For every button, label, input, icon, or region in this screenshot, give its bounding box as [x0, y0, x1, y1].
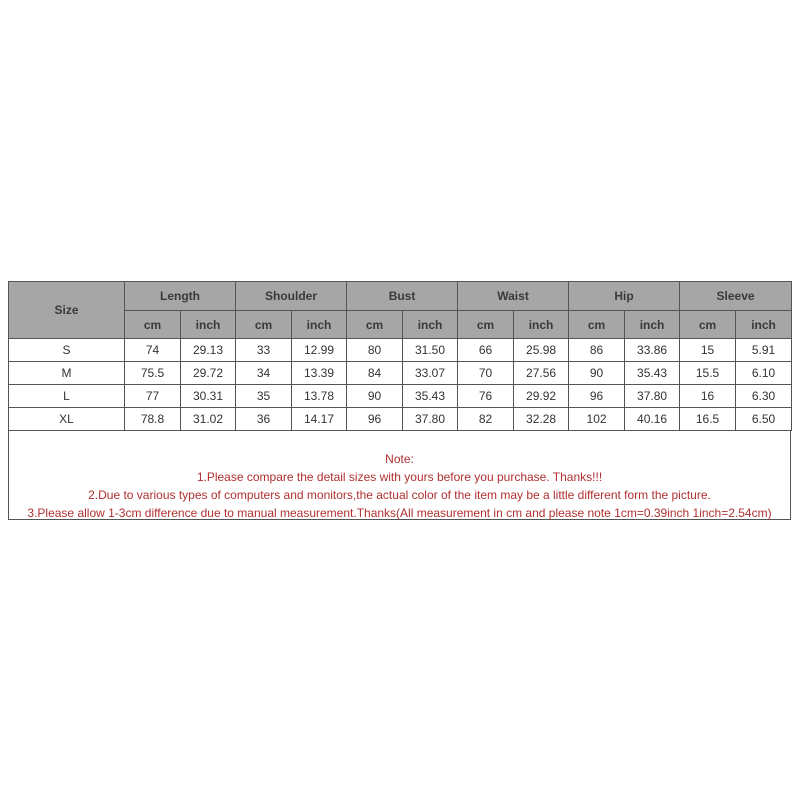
measurement-cell: 29.92: [514, 385, 569, 408]
unit-inch-header: inch: [736, 311, 792, 339]
measurement-cell: 29.72: [181, 362, 236, 385]
measurement-cell: 25.98: [514, 339, 569, 362]
shoulder-header: Shoulder: [236, 282, 347, 311]
measurement-cell: 37.80: [403, 408, 458, 431]
note-line-3: 3.Please allow 1-3cm difference due to manual measurement.Thanks(All measurement in cm and please note 1cm=0.39inch 1inch=2.54cm): [27, 506, 772, 520]
measurement-cell: 16: [680, 385, 736, 408]
measurement-cell: 96: [347, 408, 403, 431]
measurement-cell: 80: [347, 339, 403, 362]
measurement-cell: 76: [458, 385, 514, 408]
measurement-cell: 6.30: [736, 385, 792, 408]
sleeve-header: Sleeve: [680, 282, 792, 311]
measurement-cell: 40.16: [625, 408, 680, 431]
table-row: [9, 385, 792, 408]
measurement-cell: 84: [347, 362, 403, 385]
measurement-cell: 35.43: [403, 385, 458, 408]
measurement-cell: 70: [458, 362, 514, 385]
size-chart: [8, 281, 791, 520]
measurement-cell: 27.56: [514, 362, 569, 385]
note-line-2: 2.Due to various types of computers and monitors,the actual color of the item may be a little different form the picture.: [88, 488, 711, 502]
measurement-cell: 15: [680, 339, 736, 362]
unit-inch-header: inch: [403, 311, 458, 339]
table-body: [9, 339, 792, 431]
measurement-cell: 96: [569, 385, 625, 408]
hip-header: Hip: [569, 282, 680, 311]
unit-cm-header: cm: [458, 311, 514, 339]
unit-inch-header: inch: [292, 311, 347, 339]
measurement-cell: 86: [569, 339, 625, 362]
measurement-cell: 74: [125, 339, 181, 362]
measurement-cell: 29.13: [181, 339, 236, 362]
measurement-cell: 33.07: [403, 362, 458, 385]
measurement-cell: 16.5: [680, 408, 736, 431]
waist-header: Waist: [458, 282, 569, 311]
note-line-1: 1.Please compare the detail sizes with yours before you purchase. Thanks!!!: [196, 470, 603, 484]
unit-cm-header: cm: [347, 311, 403, 339]
unit-inch-header: inch: [625, 311, 680, 339]
unit-cm-header: cm: [569, 311, 625, 339]
header-row-units: [9, 311, 792, 339]
size-cell: S: [9, 339, 125, 362]
measurement-cell: 82: [458, 408, 514, 431]
measurement-cell: 102: [569, 408, 625, 431]
length-header: Length: [125, 282, 236, 311]
size-table: [8, 281, 792, 431]
unit-cm-header: cm: [125, 311, 181, 339]
notes-box: [8, 431, 791, 520]
measurement-cell: 34: [236, 362, 292, 385]
measurement-cell: 35: [236, 385, 292, 408]
measurement-cell: 37.80: [625, 385, 680, 408]
measurement-cell: 31.50: [403, 339, 458, 362]
size-column-header: Size: [9, 282, 125, 339]
measurement-cell: 13.78: [292, 385, 347, 408]
measurement-cell: 75.5: [125, 362, 181, 385]
unit-inch-header: inch: [181, 311, 236, 339]
size-cell: XL: [9, 408, 125, 431]
measurement-cell: 66: [458, 339, 514, 362]
measurement-cell: 77: [125, 385, 181, 408]
measurement-cell: 13.39: [292, 362, 347, 385]
measurement-cell: 32.28: [514, 408, 569, 431]
measurement-cell: 33: [236, 339, 292, 362]
unit-inch-header: inch: [514, 311, 569, 339]
measurement-cell: 31.02: [181, 408, 236, 431]
table-row: [9, 339, 792, 362]
notes-title: Note:: [385, 452, 414, 466]
measurement-cell: 6.50: [736, 408, 792, 431]
unit-cm-header: cm: [236, 311, 292, 339]
table-row: [9, 362, 792, 385]
measurement-cell: 6.10: [736, 362, 792, 385]
measurement-cell: 15.5: [680, 362, 736, 385]
measurement-cell: 12.99: [292, 339, 347, 362]
bust-header: Bust: [347, 282, 458, 311]
measurement-cell: 30.31: [181, 385, 236, 408]
measurement-cell: 33.86: [625, 339, 680, 362]
table-row: [9, 408, 792, 431]
measurement-cell: 90: [347, 385, 403, 408]
measurement-cell: 36: [236, 408, 292, 431]
measurement-cell: 5.91: [736, 339, 792, 362]
measurement-cell: 78.8: [125, 408, 181, 431]
measurement-cell: 14.17: [292, 408, 347, 431]
measurement-cell: 90: [569, 362, 625, 385]
size-cell: M: [9, 362, 125, 385]
unit-cm-header: cm: [680, 311, 736, 339]
header-row-groups: [9, 282, 792, 311]
size-cell: L: [9, 385, 125, 408]
measurement-cell: 35.43: [625, 362, 680, 385]
